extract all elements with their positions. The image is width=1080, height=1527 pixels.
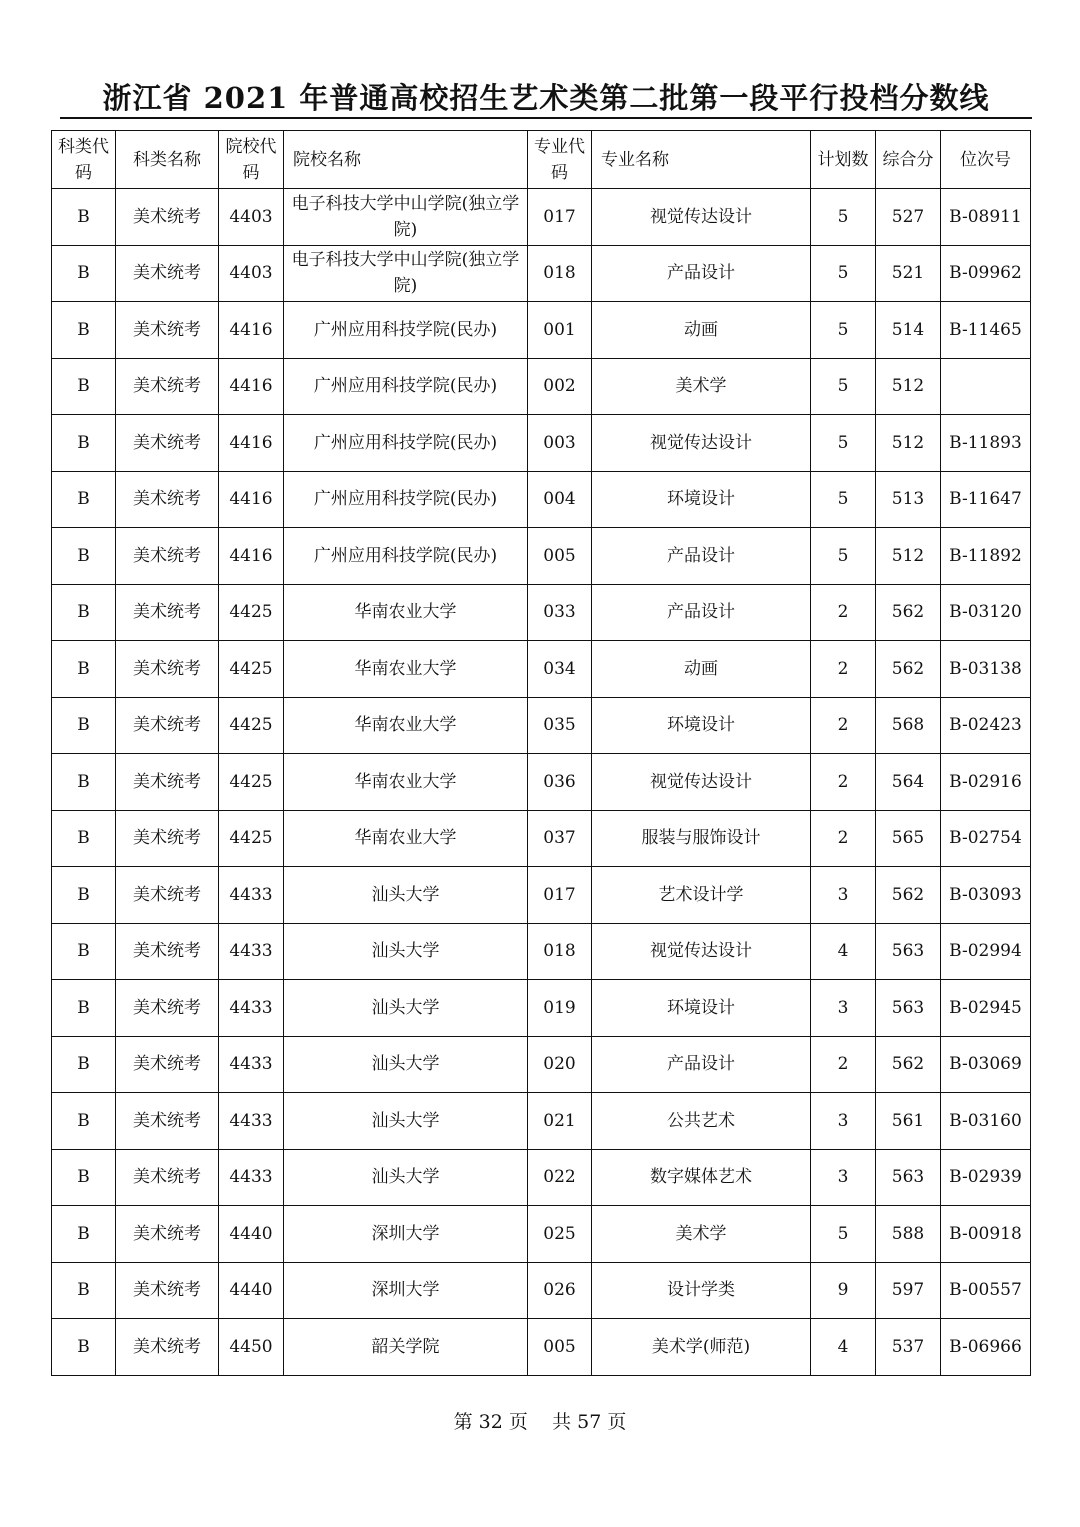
cell-major-code: 017 bbox=[528, 867, 592, 924]
cell-score: 564 bbox=[876, 754, 941, 811]
cell-major-name: 环境设计 bbox=[592, 980, 811, 1037]
cell-score: 597 bbox=[876, 1262, 941, 1319]
cell-rank: B-11465 bbox=[941, 302, 1031, 359]
cell-major-code: 034 bbox=[528, 641, 592, 698]
cell-school-code: 4416 bbox=[219, 528, 284, 585]
cell-category-code: B bbox=[52, 1262, 116, 1319]
cell-category-name: 美术统考 bbox=[116, 1149, 219, 1206]
cell-school-name: 广州应用科技学院(民办) bbox=[284, 415, 528, 472]
cell-school-code: 4416 bbox=[219, 471, 284, 528]
cell-plan-count: 3 bbox=[811, 1149, 876, 1206]
cell-category-code: B bbox=[52, 528, 116, 585]
cell-category-code: B bbox=[52, 980, 116, 1037]
cell-plan-count: 9 bbox=[811, 1262, 876, 1319]
cell-major-code: 002 bbox=[528, 358, 592, 415]
table-row bbox=[52, 980, 1031, 1037]
cell-school-name: 华南农业大学 bbox=[284, 697, 528, 754]
table-row bbox=[52, 1036, 1031, 1093]
cell-category-code: B bbox=[52, 810, 116, 867]
cell-major-name: 产品设计 bbox=[592, 1036, 811, 1093]
cell-major-code: 003 bbox=[528, 415, 592, 472]
cell-school-name: 华南农业大学 bbox=[284, 810, 528, 867]
cell-category-code: B bbox=[52, 245, 116, 302]
cell-school-name: 汕头大学 bbox=[284, 1149, 528, 1206]
cell-major-name: 环境设计 bbox=[592, 471, 811, 528]
cell-category-name: 美术统考 bbox=[116, 471, 219, 528]
cell-category-code: B bbox=[52, 1206, 116, 1263]
cell-plan-count: 5 bbox=[811, 528, 876, 585]
cell-category-name: 美术统考 bbox=[116, 1262, 219, 1319]
table-row bbox=[52, 245, 1031, 302]
cell-category-code: B bbox=[52, 1319, 116, 1376]
cell-major-name: 公共艺术 bbox=[592, 1093, 811, 1150]
cell-score: 563 bbox=[876, 980, 941, 1037]
cell-category-name: 美术统考 bbox=[116, 867, 219, 924]
cell-category-code: B bbox=[52, 302, 116, 359]
cell-major-code: 033 bbox=[528, 584, 592, 641]
cell-score: 588 bbox=[876, 1206, 941, 1263]
cell-category-name: 美术统考 bbox=[116, 189, 219, 246]
cell-school-name: 广州应用科技学院(民办) bbox=[284, 302, 528, 359]
cell-school-name: 汕头大学 bbox=[284, 980, 528, 1037]
cell-category-code: B bbox=[52, 189, 116, 246]
table-row bbox=[52, 302, 1031, 359]
cell-plan-count: 5 bbox=[811, 1206, 876, 1263]
cell-score: 527 bbox=[876, 189, 941, 246]
table-row bbox=[52, 358, 1031, 415]
cell-school-code: 4416 bbox=[219, 358, 284, 415]
cell-school-code: 4450 bbox=[219, 1319, 284, 1376]
cell-category-code: B bbox=[52, 867, 116, 924]
cell-school-name: 韶关学院 bbox=[284, 1319, 528, 1376]
cell-school-name: 广州应用科技学院(民办) bbox=[284, 358, 528, 415]
cell-category-name: 美术统考 bbox=[116, 584, 219, 641]
table-row bbox=[52, 1319, 1031, 1376]
cell-category-code: B bbox=[52, 754, 116, 811]
cell-category-code: B bbox=[52, 697, 116, 754]
table-row bbox=[52, 641, 1031, 698]
cell-major-name: 产品设计 bbox=[592, 245, 811, 302]
cell-plan-count: 2 bbox=[811, 584, 876, 641]
cell-school-code: 4433 bbox=[219, 1036, 284, 1093]
cell-plan-count: 2 bbox=[811, 754, 876, 811]
table-row bbox=[52, 471, 1031, 528]
cell-school-code: 4425 bbox=[219, 641, 284, 698]
cell-rank: B-02754 bbox=[941, 810, 1031, 867]
cell-rank: B-08911 bbox=[941, 189, 1031, 246]
col-header-score: 综合分 bbox=[876, 131, 941, 189]
cell-school-code: 4416 bbox=[219, 415, 284, 472]
cell-school-code: 4425 bbox=[219, 584, 284, 641]
cell-major-code: 018 bbox=[528, 245, 592, 302]
cell-school-name: 华南农业大学 bbox=[284, 584, 528, 641]
table-row bbox=[52, 1149, 1031, 1206]
cell-major-name: 视觉传达设计 bbox=[592, 415, 811, 472]
cell-rank: B-03093 bbox=[941, 867, 1031, 924]
cell-rank: B-02423 bbox=[941, 697, 1031, 754]
cell-score: 562 bbox=[876, 1036, 941, 1093]
cell-category-name: 美术统考 bbox=[116, 1036, 219, 1093]
cell-rank: B-02945 bbox=[941, 980, 1031, 1037]
cell-plan-count: 4 bbox=[811, 923, 876, 980]
cell-score: 514 bbox=[876, 302, 941, 359]
cell-category-name: 美术统考 bbox=[116, 1319, 219, 1376]
cell-school-name: 汕头大学 bbox=[284, 923, 528, 980]
table-row bbox=[52, 754, 1031, 811]
cell-category-code: B bbox=[52, 471, 116, 528]
col-header-school-name: 院校名称 bbox=[284, 131, 528, 189]
cell-category-name: 美术统考 bbox=[116, 754, 219, 811]
cell-rank: B-03138 bbox=[941, 641, 1031, 698]
cell-category-name: 美术统考 bbox=[116, 697, 219, 754]
cell-school-code: 4403 bbox=[219, 189, 284, 246]
cell-school-name: 汕头大学 bbox=[284, 1093, 528, 1150]
cell-score: 513 bbox=[876, 471, 941, 528]
cell-rank: B-09962 bbox=[941, 245, 1031, 302]
cell-major-code: 005 bbox=[528, 528, 592, 585]
cell-plan-count: 3 bbox=[811, 980, 876, 1037]
cell-plan-count: 2 bbox=[811, 641, 876, 698]
cell-major-code: 036 bbox=[528, 754, 592, 811]
cell-plan-count: 5 bbox=[811, 189, 876, 246]
cell-rank: B-06966 bbox=[941, 1319, 1031, 1376]
cell-major-name: 产品设计 bbox=[592, 584, 811, 641]
cell-major-code: 035 bbox=[528, 697, 592, 754]
cell-category-name: 美术统考 bbox=[116, 415, 219, 472]
table-row bbox=[52, 189, 1031, 246]
cell-school-code: 4403 bbox=[219, 245, 284, 302]
score-table-container bbox=[51, 130, 1030, 1376]
cell-category-code: B bbox=[52, 358, 116, 415]
cell-plan-count: 2 bbox=[811, 1036, 876, 1093]
cell-category-code: B bbox=[52, 415, 116, 472]
cell-major-code: 026 bbox=[528, 1262, 592, 1319]
cell-score: 562 bbox=[876, 867, 941, 924]
cell-score: 537 bbox=[876, 1319, 941, 1376]
col-header-school-code: 院校代码 bbox=[219, 131, 284, 189]
table-row bbox=[52, 810, 1031, 867]
cell-school-name: 电子科技大学中山学院(独立学院) bbox=[284, 245, 528, 302]
cell-score: 565 bbox=[876, 810, 941, 867]
cell-score: 563 bbox=[876, 1149, 941, 1206]
cell-score: 563 bbox=[876, 923, 941, 980]
cell-major-name: 动画 bbox=[592, 302, 811, 359]
cell-category-code: B bbox=[52, 641, 116, 698]
cell-plan-count: 3 bbox=[811, 1093, 876, 1150]
cell-major-code: 025 bbox=[528, 1206, 592, 1263]
cell-school-code: 4433 bbox=[219, 1093, 284, 1150]
cell-rank bbox=[941, 358, 1031, 415]
cell-major-name: 动画 bbox=[592, 641, 811, 698]
cell-school-code: 4440 bbox=[219, 1206, 284, 1263]
cell-plan-count: 2 bbox=[811, 697, 876, 754]
cell-major-name: 产品设计 bbox=[592, 528, 811, 585]
cell-score: 568 bbox=[876, 697, 941, 754]
cell-category-name: 美术统考 bbox=[116, 641, 219, 698]
table-row bbox=[52, 1093, 1031, 1150]
cell-rank: B-00918 bbox=[941, 1206, 1031, 1263]
cell-rank: B-03069 bbox=[941, 1036, 1031, 1093]
table-row bbox=[52, 415, 1031, 472]
cell-category-name: 美术统考 bbox=[116, 528, 219, 585]
cell-rank: B-11893 bbox=[941, 415, 1031, 472]
cell-school-name: 电子科技大学中山学院(独立学院) bbox=[284, 189, 528, 246]
cell-school-name: 广州应用科技学院(民办) bbox=[284, 471, 528, 528]
col-header-category-code: 科类代码 bbox=[52, 131, 116, 189]
page-title: 浙江省 2021 年普通高校招生艺术类第二批第一段平行投档分数线 bbox=[102, 81, 990, 115]
cell-rank: B-03160 bbox=[941, 1093, 1031, 1150]
cell-major-code: 020 bbox=[528, 1036, 592, 1093]
cell-school-name: 汕头大学 bbox=[284, 1036, 528, 1093]
cell-major-name: 美术学 bbox=[592, 358, 811, 415]
col-header-category-name: 科类名称 bbox=[116, 131, 219, 189]
col-header-major-name: 专业名称 bbox=[592, 131, 811, 189]
col-header-rank: 位次号 bbox=[941, 131, 1031, 189]
table-row bbox=[52, 528, 1031, 585]
page-footer bbox=[0, 1408, 1080, 1436]
cell-school-name: 汕头大学 bbox=[284, 867, 528, 924]
table-row bbox=[52, 1262, 1031, 1319]
cell-major-name: 艺术设计学 bbox=[592, 867, 811, 924]
cell-rank: B-03120 bbox=[941, 584, 1031, 641]
cell-plan-count: 5 bbox=[811, 245, 876, 302]
cell-category-name: 美术统考 bbox=[116, 810, 219, 867]
table-row bbox=[52, 867, 1031, 924]
cell-school-code: 4433 bbox=[219, 1149, 284, 1206]
cell-school-code: 4425 bbox=[219, 810, 284, 867]
cell-score: 562 bbox=[876, 584, 941, 641]
cell-major-name: 环境设计 bbox=[592, 697, 811, 754]
cell-school-name: 深圳大学 bbox=[284, 1262, 528, 1319]
cell-plan-count: 3 bbox=[811, 867, 876, 924]
cell-score: 512 bbox=[876, 358, 941, 415]
cell-rank: B-11647 bbox=[941, 471, 1031, 528]
cell-category-code: B bbox=[52, 1036, 116, 1093]
cell-category-code: B bbox=[52, 584, 116, 641]
cell-school-code: 4433 bbox=[219, 923, 284, 980]
table-row bbox=[52, 584, 1031, 641]
cell-major-name: 服装与服饰设计 bbox=[592, 810, 811, 867]
cell-rank: B-11892 bbox=[941, 528, 1031, 585]
table-row bbox=[52, 923, 1031, 980]
cell-school-name: 广州应用科技学院(民办) bbox=[284, 528, 528, 585]
cell-school-code: 4433 bbox=[219, 867, 284, 924]
score-table bbox=[51, 130, 1031, 1376]
cell-category-name: 美术统考 bbox=[116, 1093, 219, 1150]
cell-score: 561 bbox=[876, 1093, 941, 1150]
cell-school-code: 4440 bbox=[219, 1262, 284, 1319]
cell-major-code: 001 bbox=[528, 302, 592, 359]
cell-category-name: 美术统考 bbox=[116, 302, 219, 359]
table-body bbox=[52, 189, 1031, 1376]
cell-major-code: 019 bbox=[528, 980, 592, 1037]
cell-category-code: B bbox=[52, 923, 116, 980]
table-row bbox=[52, 697, 1031, 754]
cell-school-name: 华南农业大学 bbox=[284, 641, 528, 698]
cell-major-code: 021 bbox=[528, 1093, 592, 1150]
cell-major-code: 017 bbox=[528, 189, 592, 246]
cell-plan-count: 5 bbox=[811, 358, 876, 415]
cell-rank: B-02916 bbox=[941, 754, 1031, 811]
cell-major-code: 005 bbox=[528, 1319, 592, 1376]
title-rule bbox=[60, 117, 1032, 119]
cell-category-name: 美术统考 bbox=[116, 923, 219, 980]
cell-rank: B-02939 bbox=[941, 1149, 1031, 1206]
cell-rank: B-00557 bbox=[941, 1262, 1031, 1319]
cell-school-code: 4433 bbox=[219, 980, 284, 1037]
cell-plan-count: 2 bbox=[811, 810, 876, 867]
cell-major-name: 数字媒体艺术 bbox=[592, 1149, 811, 1206]
cell-plan-count: 5 bbox=[811, 415, 876, 472]
cell-major-name: 视觉传达设计 bbox=[592, 923, 811, 980]
cell-score: 512 bbox=[876, 528, 941, 585]
cell-plan-count: 5 bbox=[811, 471, 876, 528]
cell-major-name: 美术学(师范) bbox=[592, 1319, 811, 1376]
cell-school-name: 华南农业大学 bbox=[284, 754, 528, 811]
page-number: 第 32 页 bbox=[453, 1411, 528, 1433]
cell-category-name: 美术统考 bbox=[116, 980, 219, 1037]
cell-school-code: 4425 bbox=[219, 697, 284, 754]
col-header-plan-count: 计划数 bbox=[811, 131, 876, 189]
cell-major-name: 视觉传达设计 bbox=[592, 754, 811, 811]
cell-major-code: 022 bbox=[528, 1149, 592, 1206]
cell-plan-count: 4 bbox=[811, 1319, 876, 1376]
cell-category-code: B bbox=[52, 1093, 116, 1150]
cell-category-code: B bbox=[52, 1149, 116, 1206]
cell-plan-count: 5 bbox=[811, 302, 876, 359]
table-row bbox=[52, 1206, 1031, 1263]
cell-score: 512 bbox=[876, 415, 941, 472]
page-total: 共 57 页 bbox=[552, 1411, 627, 1433]
cell-score: 562 bbox=[876, 641, 941, 698]
cell-major-code: 004 bbox=[528, 471, 592, 528]
cell-major-name: 美术学 bbox=[592, 1206, 811, 1263]
cell-score: 521 bbox=[876, 245, 941, 302]
cell-school-name: 深圳大学 bbox=[284, 1206, 528, 1263]
cell-category-name: 美术统考 bbox=[116, 245, 219, 302]
cell-major-name: 设计学类 bbox=[592, 1262, 811, 1319]
cell-major-name: 视觉传达设计 bbox=[592, 189, 811, 246]
cell-major-code: 018 bbox=[528, 923, 592, 980]
cell-category-name: 美术统考 bbox=[116, 358, 219, 415]
cell-rank: B-02994 bbox=[941, 923, 1031, 980]
cell-category-name: 美术统考 bbox=[116, 1206, 219, 1263]
col-header-major-code: 专业代码 bbox=[528, 131, 592, 189]
cell-school-code: 4425 bbox=[219, 754, 284, 811]
cell-major-code: 037 bbox=[528, 810, 592, 867]
cell-school-code: 4416 bbox=[219, 302, 284, 359]
table-header-row bbox=[52, 131, 1031, 189]
